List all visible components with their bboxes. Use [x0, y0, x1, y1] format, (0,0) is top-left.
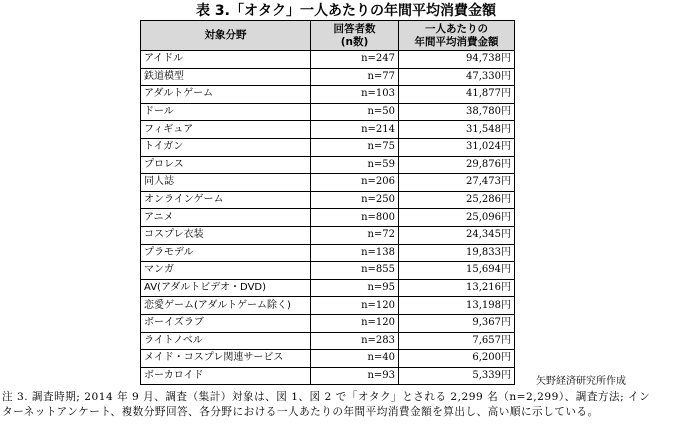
row-amount: 41,877円	[399, 86, 515, 104]
row-respondents: n=800	[311, 209, 399, 227]
row-respondents: n=855	[311, 262, 399, 280]
header-category	[141, 21, 311, 51]
header-amount	[399, 21, 515, 51]
row-respondents: n=120	[311, 297, 399, 315]
row-respondents: n=50	[311, 103, 399, 121]
row-respondents: n=206	[311, 174, 399, 192]
header-category-label: 対象分野	[204, 29, 247, 41]
table-header-row	[141, 21, 515, 51]
row-amount: 25,286円	[399, 191, 515, 209]
table-row	[141, 103, 515, 121]
row-respondents: n=93	[311, 367, 399, 385]
row-category: ドール	[141, 103, 311, 121]
row-amount: 25,096円	[399, 209, 515, 227]
row-category: メイド・コスプレ関連サービス	[141, 350, 311, 368]
row-category: オンラインゲーム	[141, 191, 311, 209]
table-row	[141, 350, 515, 368]
row-amount: 31,548円	[399, 121, 515, 139]
table-row	[141, 51, 515, 69]
table-row	[141, 314, 515, 332]
header-respondents	[311, 21, 399, 51]
row-category: プロレス	[141, 156, 311, 174]
row-category: アニメ	[141, 209, 311, 227]
row-amount: 94,738円	[399, 51, 515, 69]
row-category: マンガ	[141, 262, 311, 280]
row-amount: 15,694円	[399, 262, 515, 280]
row-category: アダルトゲーム	[141, 86, 311, 104]
table-row	[141, 367, 515, 385]
table-row	[141, 156, 515, 174]
row-category: ボーイズラブ	[141, 314, 311, 332]
footnote-line-1: 注 3. 調査時期; 2014 年 9 月、調査（集計）対象は、図 1、図 2 で「オタク」とされる 2,299 名（n=2,299）、調査方法; イン	[2, 391, 651, 403]
table-row	[141, 209, 515, 227]
row-amount: 31,024円	[399, 138, 515, 156]
row-category: プラモデル	[141, 244, 311, 262]
table-row	[141, 68, 515, 86]
row-category: 同人誌	[141, 174, 311, 192]
footnote-line-2: ターネットアンケート、複数分野回答、各分野における一人あたりの年間平均消費金額を算出し、高い順に示している。	[2, 406, 599, 418]
row-respondents: n=77	[311, 68, 399, 86]
row-amount: 27,473円	[399, 174, 515, 192]
row-amount: 13,198円	[399, 297, 515, 315]
row-amount: 29,876円	[399, 156, 515, 174]
footnote	[2, 390, 690, 420]
row-category: ボーカロイド	[141, 367, 311, 385]
row-respondents: n=95	[311, 279, 399, 297]
table-row	[141, 191, 515, 209]
row-category: ライトノベル	[141, 332, 311, 350]
row-amount: 6,200円	[399, 350, 515, 368]
row-respondents: n=247	[311, 51, 399, 69]
header-respondents-line2: (n数)	[340, 35, 369, 48]
row-respondents: n=40	[311, 350, 399, 368]
source-credit: 矢野経済研究所作成	[536, 376, 626, 387]
row-respondents: n=138	[311, 244, 399, 262]
row-respondents: n=283	[311, 332, 399, 350]
table-body	[141, 51, 515, 385]
header-amount-line1: 一人あたりの	[425, 22, 488, 35]
table-row	[141, 332, 515, 350]
row-respondents: n=120	[311, 314, 399, 332]
row-category: 恋愛ゲーム(アダルトゲーム除く)	[141, 297, 311, 315]
row-category: 鉄道模型	[141, 68, 311, 86]
row-respondents: n=72	[311, 226, 399, 244]
row-amount: 24,345円	[399, 226, 515, 244]
row-category: アイドル	[141, 51, 311, 69]
header-respondents-line1: 回答者数	[333, 22, 376, 35]
row-amount: 38,780円	[399, 103, 515, 121]
row-respondents: n=103	[311, 86, 399, 104]
row-category: フィギュア	[141, 121, 311, 139]
table-row	[141, 279, 515, 297]
table-row	[141, 262, 515, 280]
row-category: AV(アダルトビデオ・DVD)	[141, 279, 311, 297]
row-category: トイガン	[141, 138, 311, 156]
table-row	[141, 121, 515, 139]
table-row	[141, 297, 515, 315]
consumption-table	[140, 20, 515, 385]
table-row	[141, 138, 515, 156]
row-amount: 47,330円	[399, 68, 515, 86]
row-category: コスプレ衣装	[141, 226, 311, 244]
row-amount: 7,657円	[399, 332, 515, 350]
row-respondents: n=75	[311, 138, 399, 156]
row-amount: 9,367円	[399, 314, 515, 332]
row-respondents: n=250	[311, 191, 399, 209]
table-row	[141, 226, 515, 244]
header-amount-line2: 年間平均消費金額	[414, 35, 499, 48]
row-amount: 19,833円	[399, 244, 515, 262]
row-amount: 13,216円	[399, 279, 515, 297]
row-amount: 5,339円	[399, 367, 515, 385]
table-title: 表 3.「オタク」一人あたりの年間平均消費金額	[196, 3, 496, 19]
row-respondents: n=214	[311, 121, 399, 139]
table-row	[141, 86, 515, 104]
table-row	[141, 174, 515, 192]
row-respondents: n=59	[311, 156, 399, 174]
table-row	[141, 244, 515, 262]
